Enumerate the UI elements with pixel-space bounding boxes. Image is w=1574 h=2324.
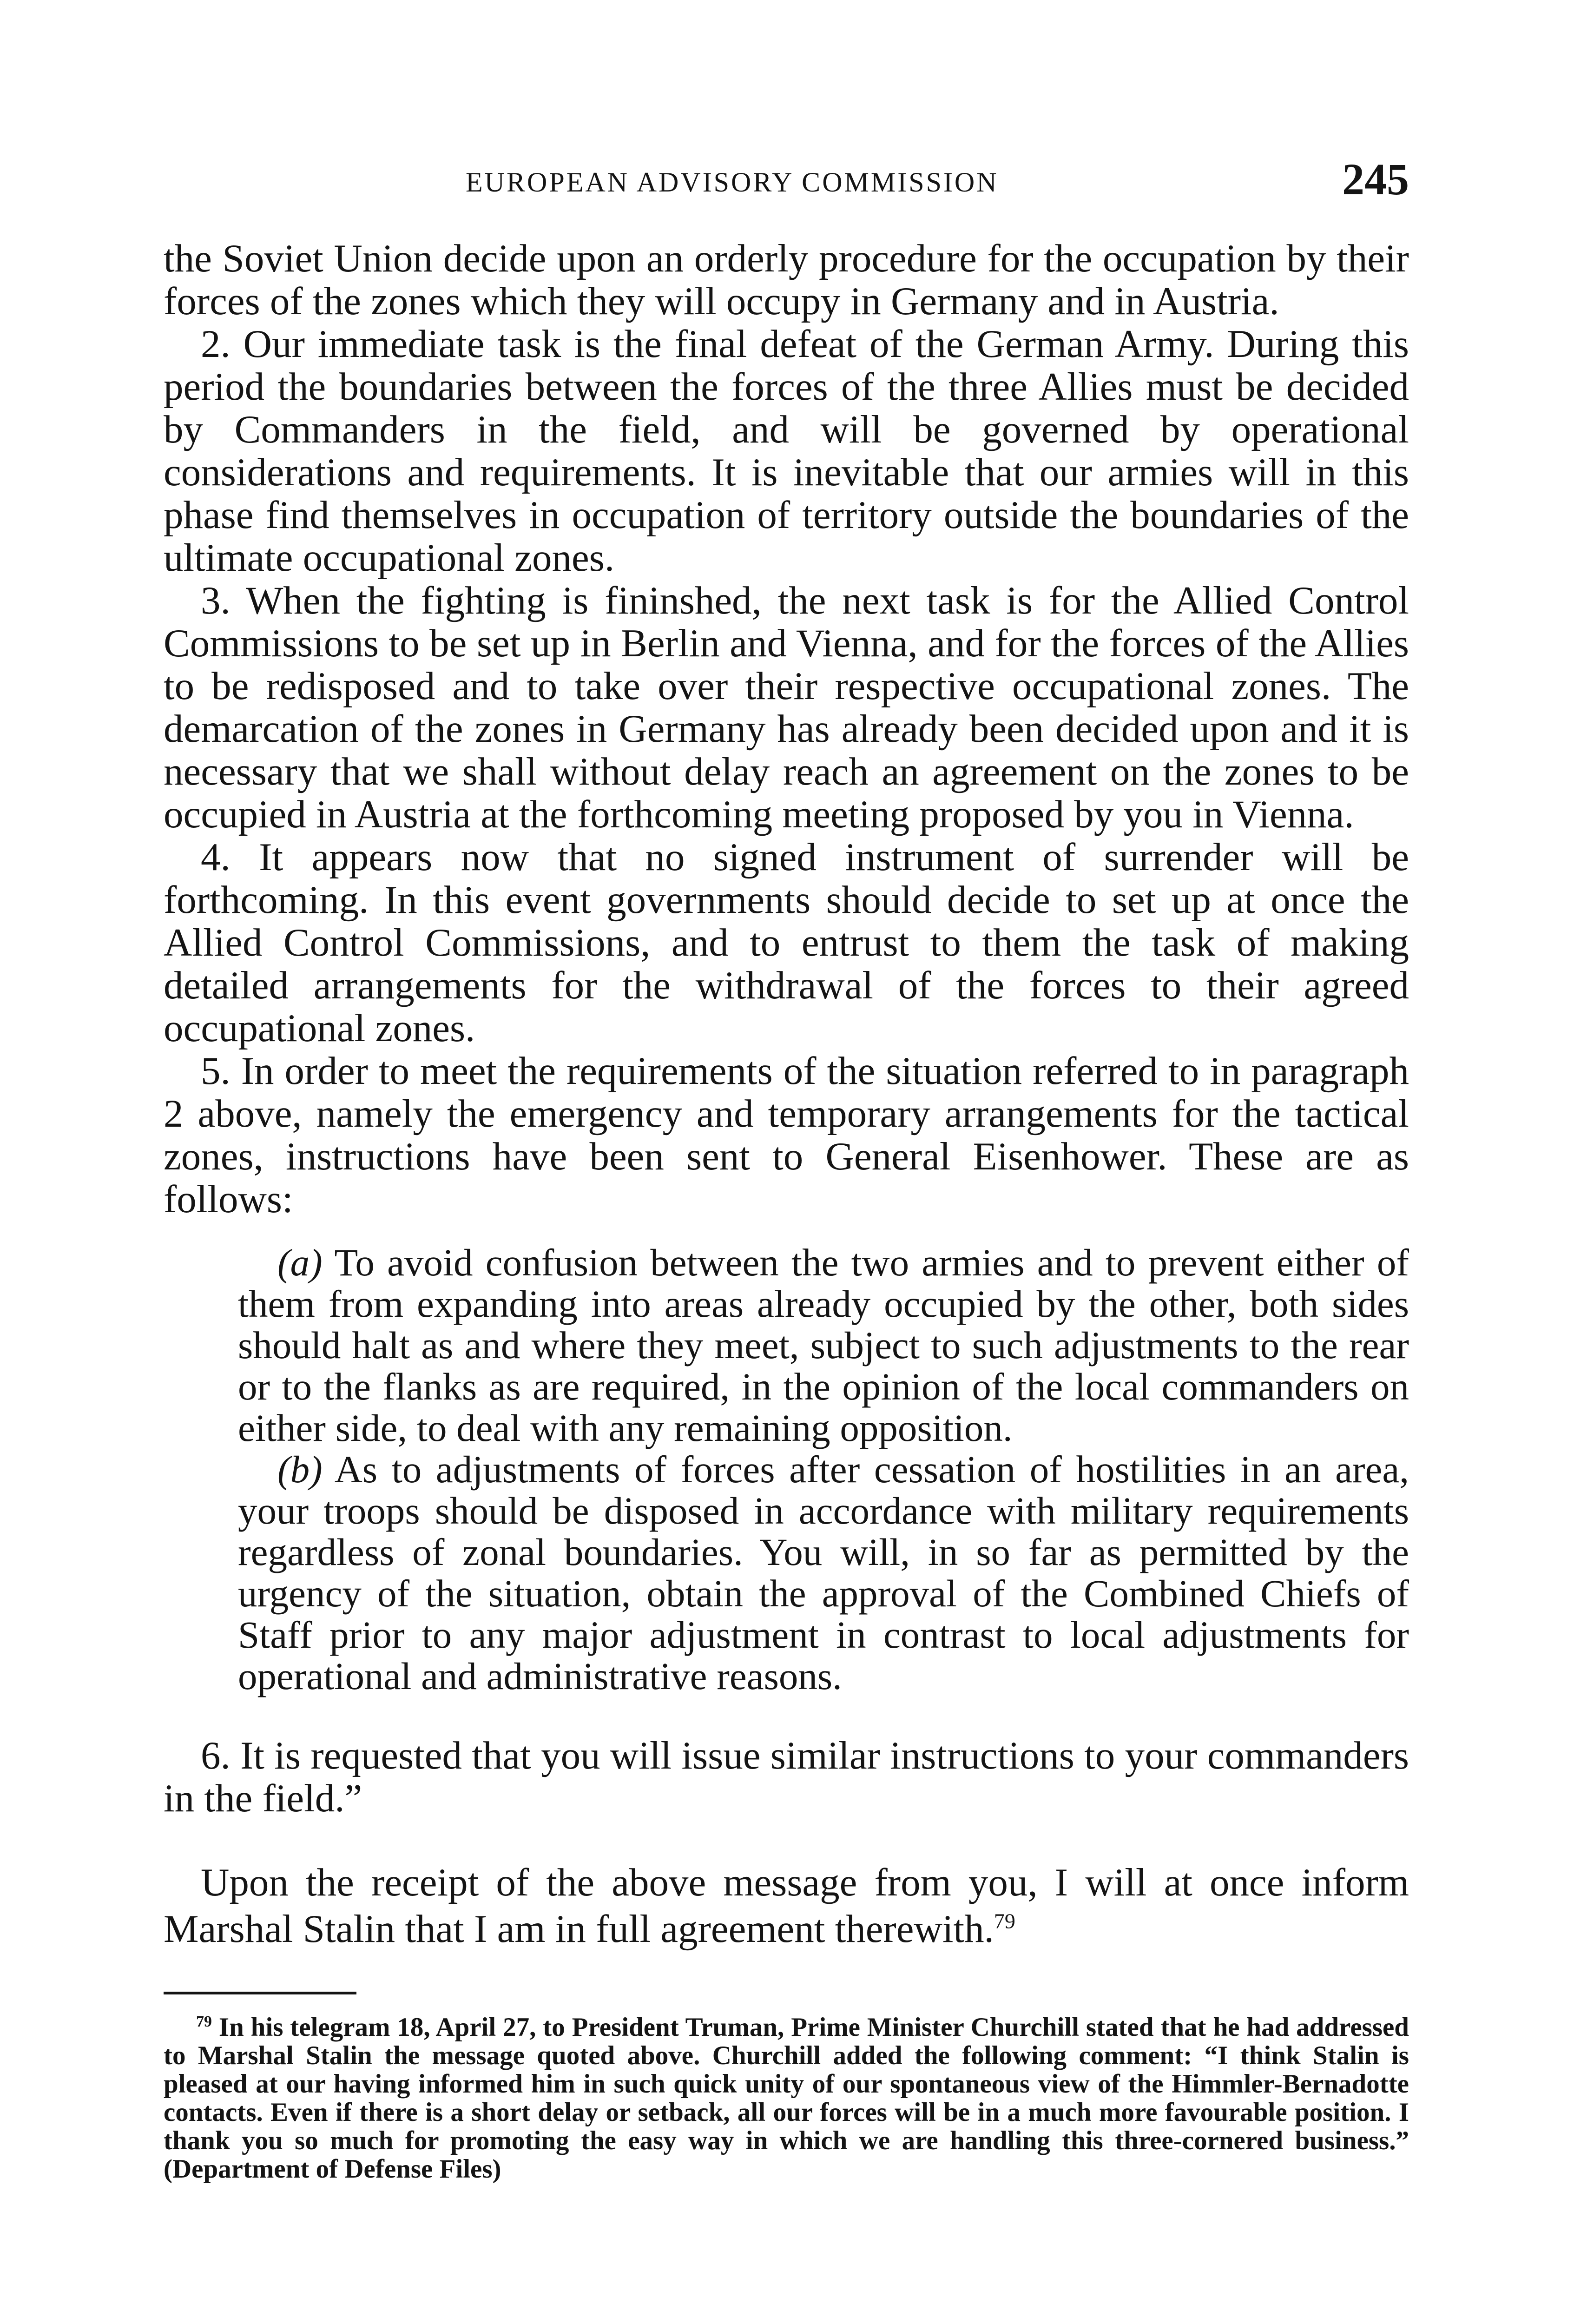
paragraph-3: 3. When the fighting is fininshed, the next task is for the Allied Control Commissions to be set up in Berlin and Vienna, and for the forces of the Allies to be redisposed and to take over their respective occupational zones. The demarcation of the zones in Germany has already been decided upon and it is necessary that we shall without delay reach an agreement on the zones to be occupied in Austria at the forthcoming meeting proposed by you in Vienna.: [164, 579, 1409, 836]
instruction-a-text: To avoid confusion between the two armies and to prevent either of them from expanding into areas already occupied by the other, both sides should halt as and where they meet, subject to such adjustments to the rear or to the flanks as are required, in the opinion of the local commanders on either side, to deal with any remaining opposition.: [238, 1241, 1409, 1449]
instruction-b-label: (b): [277, 1448, 323, 1491]
footnote-reference: 79: [994, 1909, 1015, 1933]
page-number: 245: [1342, 154, 1409, 204]
footnote-marker: 79: [196, 2013, 212, 2030]
footnote: [164, 2013, 1409, 2183]
document-page: [164, 153, 1409, 2210]
closing-text: Upon the receipt of the above message from you, I will at once inform Marshal Stalin that I am in full agreement therewith.: [164, 1861, 1409, 1951]
page-header: [164, 153, 1409, 209]
running-title: EUROPEAN ADVISORY COMMISSION: [466, 167, 999, 198]
instruction-b-text: As to adjustments of forces after cessation of hostilities in an area, your troops should be disposed in accordance with military requirements regardless of zonal boundaries. You will, in so far as permitted by the urgency of the situation, obtain the approval of the Combined Chiefs of Staff prior to any major adjustment in contrast to local adjustments for operational and administrative reasons.: [238, 1448, 1409, 1697]
footnote-text: In his telegram 18, April 27, to President Truman, Prime Minister Churchill stated that he had addressed to Marshal Stalin the message quoted above. Churchill added the following comment: “I think Stalin is pleased at our having informed him in such quick unity of our spontaneous view of the Himmler-Bernadotte contacts. Even if there is a short delay or setback, all our forces will be in a much more favourable position. I thank you so much for promoting the easy way in which we are handling this three-cornered business.” (Department of Defense Files): [164, 2013, 1409, 2184]
paragraph-6: 6. It is requested that you will issue similar instructions to your commanders in the field.”: [164, 1734, 1409, 1820]
paragraph-1: the Soviet Union decide upon an orderly procedure for the occupation by their forces of the zones which they will occupy in Germany and in Austria.: [164, 237, 1409, 323]
paragraph-5: 5. In order to meet the requirements of the situation referred to in paragraph 2 above, namely the emergency and temporary arrangements for the tactical zones, instructions have been sent to General Eisenhower. These are as follows:: [164, 1049, 1409, 1221]
footnote-divider: [164, 1992, 356, 1994]
paragraph-4: 4. It appears now that no signed instrument of surrender will be forthcoming. In this event governments should decide to set up at once the Allied Control Commissions, and to entrust to them the task of making detailed arrangements for the withdrawal of the forces to their agreed occupational zones.: [164, 835, 1409, 1050]
closing-paragraph: [164, 1859, 1409, 1952]
instruction-b: [238, 1449, 1409, 1697]
paragraph-2: 2. Our immediate task is the final defeat of the German Army. During this period the boundaries between the forces of the three Allies must be decided by Commanders in the field, and will be governed by operational considerations and requirements. It is inevitable that our armies will in this phase find themselves in occupation of territory outside the boundaries of the ultimate occupational zones.: [164, 322, 1409, 580]
instruction-a: [238, 1242, 1409, 1449]
body-text: [164, 237, 1409, 1221]
instructions-block: [238, 1242, 1409, 1697]
instruction-a-label: (a): [277, 1241, 323, 1284]
